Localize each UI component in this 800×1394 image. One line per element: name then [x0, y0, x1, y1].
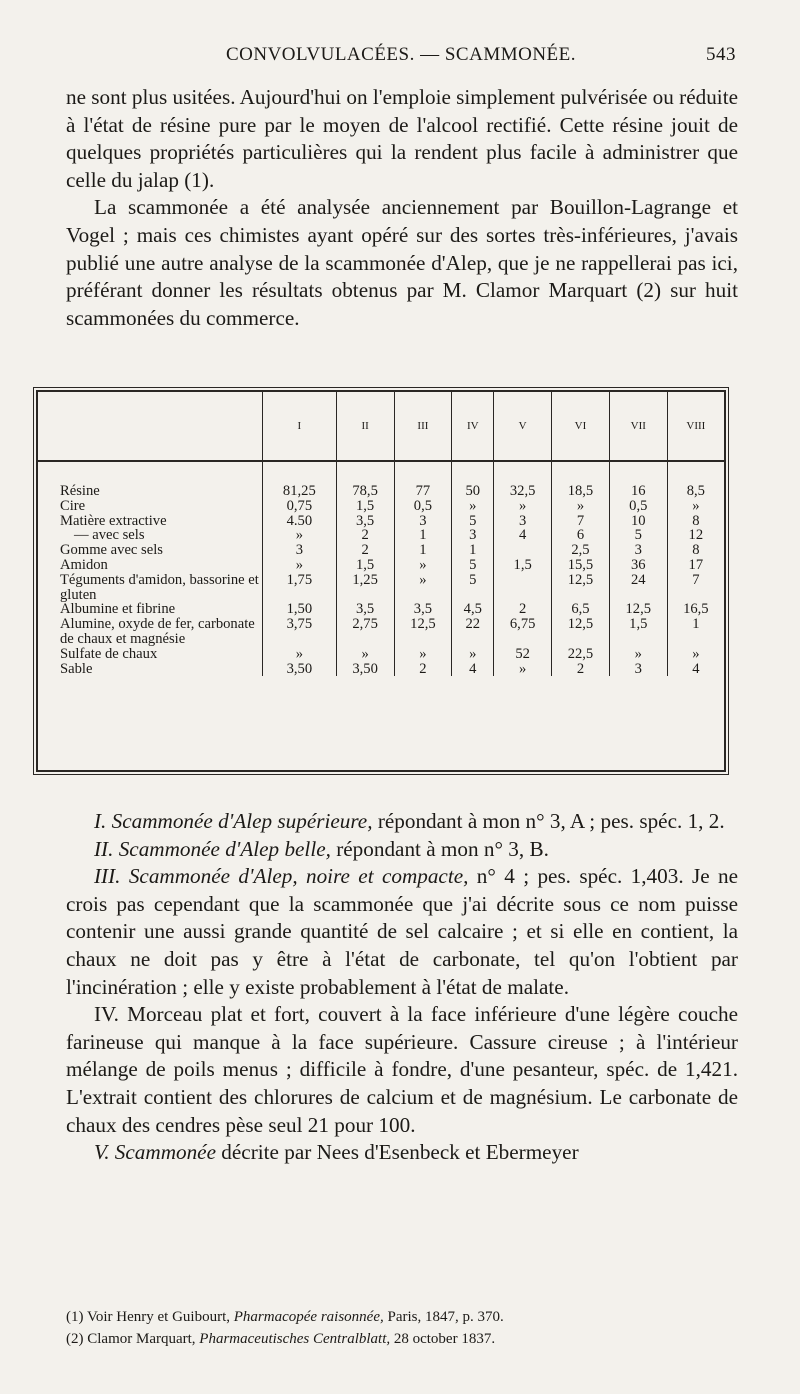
table-cell: 7 [552, 514, 610, 529]
table-cell: 1,25 [336, 573, 394, 603]
footnotes [66, 1306, 738, 1350]
table-cell: 3,5 [394, 602, 452, 617]
row-label: Alumine, oxyde de fer, carbonate de chaux et magnésie [60, 616, 255, 647]
table-cell: » [494, 499, 552, 514]
table-cell: 22 [452, 617, 494, 647]
row-label: Cire [60, 497, 86, 514]
table-cell: 3 [394, 514, 452, 529]
table-cell: 24 [609, 573, 667, 603]
header-title: CONVOLVULACÉES. — SCAMMONÉE. [225, 44, 577, 65]
row-label: Albumine et fibrine [60, 601, 176, 618]
table-cell: 2 [336, 543, 394, 558]
table-cell: 81,25 [263, 461, 337, 499]
row-label: Sable [60, 660, 93, 677]
column-header: II [336, 392, 394, 461]
table-cell: » [452, 499, 494, 514]
table-cell [494, 543, 552, 558]
table-cell: 1,75 [263, 573, 337, 603]
table-cell: 1 [667, 617, 724, 647]
table-cell: 2 [394, 662, 452, 677]
running-header [66, 44, 736, 72]
sample-ii [66, 836, 738, 864]
table-cell: 1 [394, 528, 452, 543]
table-cell: 2 [552, 662, 610, 677]
table-cell: 6,75 [494, 617, 552, 647]
table-cell: » [394, 558, 452, 573]
table-cell: 3 [609, 662, 667, 677]
table-cell: 3 [452, 528, 494, 543]
table-cell: 6,5 [552, 602, 610, 617]
table-row [38, 461, 724, 499]
table-cell: 12,5 [394, 617, 452, 647]
table-cell: » [263, 528, 337, 543]
table-cell: 36 [609, 558, 667, 573]
table-cell: 3,50 [263, 662, 337, 677]
table-cell: » [667, 499, 724, 514]
table-cell: 7 [667, 573, 724, 603]
table-cell: 0,5 [394, 499, 452, 514]
table-row [38, 514, 724, 529]
row-label: Téguments d'amidon, bassorine et gluten [60, 571, 259, 603]
sample-iv: IV. Morceau plat et fort, couvert à la face inférieure d'une légère couche farineuse qui manque à la face supérieure. Cassure cireuse ; à l'intérieur mélange de poils menus ; difficile à fondre, d'une pesanteur, spéc. de 1,421. L'extrait contient des chlorures de calcium et de magnésium. Le carbonate de chaux des cendres pèse seul 21 pour 100. [66, 1002, 738, 1137]
footnote-1-details: Paris, 1847, p. 370. [383, 1309, 504, 1325]
table-row [38, 602, 724, 617]
column-header: VI [552, 392, 610, 461]
sample-iii [66, 863, 738, 1001]
sample-i [66, 808, 738, 836]
footnote-2-title: Pharmaceutisches Centralblatt, [199, 1331, 391, 1347]
table-cell: » [394, 647, 452, 662]
column-header: III [394, 392, 452, 461]
sample-ii-title: II. Scammonée d'Alep belle, [94, 836, 331, 861]
table-cell: 3,50 [336, 662, 394, 677]
sample-descriptions [66, 808, 738, 1167]
table-cell: 77 [394, 461, 452, 499]
table-cell: 18,5 [552, 461, 610, 499]
column-header: IV [452, 392, 494, 461]
table-cell: » [494, 662, 552, 677]
table-cell: 5 [452, 558, 494, 573]
paragraph-2: La scammonée a été analysée anciennement par Bouillon-Lagrange et Vogel ; mais ces chimistes ayant opéré sur des sortes très-inférieures, j'avais publié une autre analyse de la scammonée d'Alep, que je ne rappellerai pas ici, préférant donner les résultats obtenus par M. Clamor Marquart (2) sur huit scammonées du commerce. [66, 195, 738, 330]
footnote-1-title: Pharmacopée raisonnée, [233, 1309, 384, 1325]
table-cell: 32,5 [494, 461, 552, 499]
footnote-2-details: 28 october 1837. [390, 1331, 496, 1347]
table-cell: 12,5 [552, 573, 610, 603]
table-cell: 2 [494, 602, 552, 617]
table-cell: 8 [667, 543, 724, 558]
sample-v [66, 1139, 738, 1167]
table-cell: 2,5 [552, 543, 610, 558]
sample-ii-text: répondant à mon n° 3, B. [330, 836, 549, 861]
table-cell: 12,5 [609, 602, 667, 617]
sample-iii-text: n° 4 ; pes. spéc. 1,403. Je ne crois pas cependant que la scammonée que j'ai décrite sous ce nom puisse contenir une aussi grande quantité de sel calcaire ; et si elle en contient, la chaux ne doit pas y être à l'état de carbonate, tel qu'on l'obtient par l'incinération ; elle y existe probablement à l'état de malate. [66, 864, 738, 999]
footnote-1-author: (1) Voir Henry et Guibourt, [66, 1309, 234, 1325]
table-cell [494, 573, 552, 603]
table-cell: 0,75 [263, 499, 337, 514]
table-cell: » [609, 647, 667, 662]
column-header: VII [609, 392, 667, 461]
table-cell: 4 [452, 662, 494, 677]
table-cell: 1,5 [609, 617, 667, 647]
table-row [38, 543, 724, 558]
table-cell: 50 [452, 461, 494, 499]
table-cell: 3,5 [336, 514, 394, 529]
table-cell: 15,5 [552, 558, 610, 573]
table-cell: 5 [452, 573, 494, 603]
column-header: I [263, 392, 337, 461]
row-label: Amidon [60, 556, 108, 573]
table-cell: 3 [263, 543, 337, 558]
table-cell: 6 [552, 528, 610, 543]
table-cell: » [452, 647, 494, 662]
table-cell: 4.50 [263, 514, 337, 529]
footnote-1 [66, 1306, 738, 1328]
sample-i-text: répondant à mon n° 3, A ; pes. spéc. 1, 2. [372, 809, 725, 833]
table-row [38, 499, 724, 514]
table-cell: 16,5 [667, 602, 724, 617]
row-label: Gomme avec sels [60, 542, 163, 559]
table-cell: » [552, 499, 610, 514]
table-cell: 8,5 [667, 461, 724, 499]
table-cell: 4,5 [452, 602, 494, 617]
table-cell: 12,5 [552, 617, 610, 647]
page-number: 543 [706, 44, 736, 65]
table-cell: 3 [609, 543, 667, 558]
sample-v-title: V. Scammonée [94, 1140, 216, 1165]
intro-text [66, 84, 738, 332]
table-row [38, 528, 724, 543]
table-header-row [38, 392, 724, 461]
table-cell: » [263, 647, 337, 662]
table-cell: 1 [394, 543, 452, 558]
table-row [38, 617, 724, 647]
table-cell: 8 [667, 514, 724, 529]
table-cell: 1 [452, 543, 494, 558]
table-cell: 22,5 [552, 647, 610, 662]
table-cell: » [336, 647, 394, 662]
table-cell: 1,50 [263, 602, 337, 617]
table-cell: » [263, 558, 337, 573]
table-header-label [38, 392, 263, 461]
row-label: Résine [60, 483, 100, 499]
column-header: V [494, 392, 552, 461]
table-cell: 4 [667, 662, 724, 677]
table-cell: » [394, 573, 452, 603]
table-cell: 1,5 [336, 558, 394, 573]
table-cell: 4 [494, 528, 552, 543]
table-row [38, 647, 724, 662]
footnote-2 [66, 1328, 738, 1350]
table-cell: 1,5 [336, 499, 394, 514]
table-cell: 17 [667, 558, 724, 573]
table-row [38, 662, 724, 677]
row-label: — avec sels [74, 527, 145, 544]
table-cell: 5 [452, 514, 494, 529]
table-cell: 3,5 [336, 602, 394, 617]
table-row [38, 558, 724, 573]
paragraph-1: ne sont plus usitées. Aujourd'hui on l'emploie simplement pulvérisée ou réduite à l'état de résine pure par le moyen de l'alcool rectifié. Cette résine jouit de quelques propriétés particulières qui la rendent plus facile à administrer que celle du jalap (1). [66, 85, 738, 192]
table-cell: 78,5 [336, 461, 394, 499]
table-cell: 16 [609, 461, 667, 499]
row-label: Matière extractive [60, 512, 167, 529]
table-cell: 2 [336, 528, 394, 543]
table-cell: 3,75 [263, 617, 337, 647]
table-cell: 10 [609, 514, 667, 529]
table-cell: 0,5 [609, 499, 667, 514]
analysis-table [36, 390, 726, 772]
table-cell: 2,75 [336, 617, 394, 647]
row-label: Sulfate de chaux [60, 645, 158, 662]
table-cell: 1,5 [494, 558, 552, 573]
table-row [38, 573, 724, 603]
sample-i-title: I. Scammonée d'Alep supérieure, [94, 809, 373, 833]
column-header: VIII [667, 392, 724, 461]
sample-v-text: décrite par Nees d'Esenbeck et Ebermeyer [216, 1140, 579, 1165]
table-cell: 3 [494, 514, 552, 529]
sample-iii-title: III. Scammonée d'Alep, noire et compacte, [94, 864, 469, 889]
table-cell: » [667, 647, 724, 662]
table-cell: 12 [667, 528, 724, 543]
table-cell: 5 [609, 528, 667, 543]
table-cell: 52 [494, 647, 552, 662]
footnote-2-author: (2) Clamor Marquart, [66, 1331, 200, 1347]
